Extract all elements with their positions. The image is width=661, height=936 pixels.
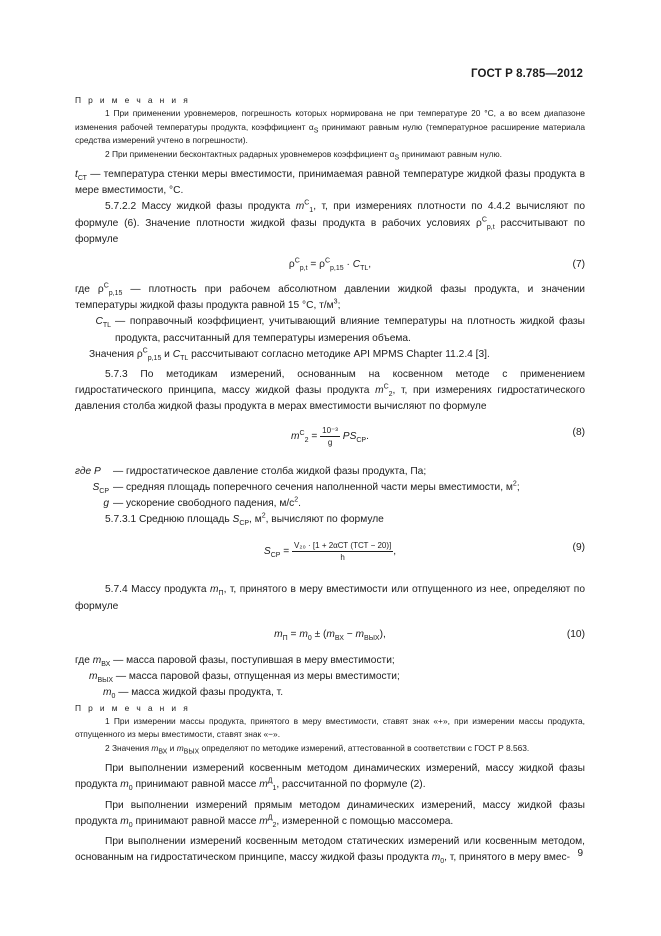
- standard-header: ГОСТ Р 8.785—2012: [471, 68, 583, 80]
- formula-10: $m_П = m_0 \pm (m_{ВХ} - m_{ВЫХ})$, (10): [274, 628, 585, 642]
- formula-8: $m^С_2$ = $\frac{\text{10⁻³}}{g}$ $PS_{СР}$. (8): [291, 425, 585, 447]
- page-number: 9: [577, 848, 583, 859]
- def-rho-15: где $\rho^С_{p,15}$ — плотность при рабочем абсолютном давлении жидкой фазы продукта, и значении температуры жидкой фазы продукта равной 15 °С, $т/м^3$;: [75, 282, 585, 312]
- def-g: g — ускорение свободного падения, $м/с^2$.: [103, 496, 301, 510]
- formula-number: (7): [572, 259, 585, 271]
- def-m0: $m_0$ — масса жидкой фазы продукта, т.: [103, 687, 284, 701]
- def-scp: $S_{СР}$ — средняя площадь поперечного сечения наполненной части меры вместимости, $м^2$;: [92, 480, 520, 495]
- para-5-7-2-2: 5.7.2.2 Массу жидкой фазы продукта $m^С_1$, т, при измерениях плотности по 4.4.2 вычисляют по формуле (6). Значение плотности жидкой фазы продукта в рабочих условиях $\rho^С_{p,t}$ рассчитывают по формуле: [75, 200, 585, 245]
- para-5-7-4: 5.7.4 Массу продукта $m_П$, т, принятого в меру вместимости или отпущенного из нее, определяют по формуле: [75, 584, 585, 612]
- def-mvyx: $m_{ВЫХ}$ — масса паровой фазы, отпущенная из меры вместимости;: [89, 671, 400, 685]
- fraction: $\frac{\text{10⁻³}}{g}$: [322, 425, 338, 447]
- note-2: 2 При применении бесконтактных радарных уровнемеров коэффициент $\alpha_S$ принимают равным нулю.: [105, 148, 502, 162]
- note-2: 2 Значения $m_{ВХ}$ и $m_{ВЫХ}$ определяют по методике измерений, аттестованной в соответствии с ГОСТ Р 8.563.: [105, 742, 530, 756]
- notes-block-2: [75, 702, 585, 756]
- final-para-3: При выполнении измерений косвенным методом статических измерений или косвенным методом, основанным на гидростатическом принципе, массу жидкой фазы продукта $m_0$, т, принятого в меру вмес-: [75, 835, 585, 866]
- formula-number: (10): [566, 628, 585, 640]
- formula-number: (9): [572, 542, 585, 554]
- notes-title: П р и м е ч а н и я: [75, 95, 191, 105]
- para-5-7-3: 5.7.3 По методикам измерений, основанным на косвенном методе с применением гидростатического принципа, массу жидкой фазы продукта $m^С_2$, т, при измерениях гидростатического давления столба жидкой фазы продукта в мерах вместимости вычисляют по формуле: [75, 369, 585, 413]
- notes-title: П р и м е ч а н и я: [75, 702, 191, 713]
- def-ctl: $C_{TL}$ — поправочный коэффициент, учитывающий влияние температуры на плотность жидкой фазы продукта, рассчитанный для температуры измерения объема.: [95, 316, 585, 344]
- def-mvx: где $m_{ВХ}$ — масса паровой фазы, поступившая в меру вместимости;: [75, 654, 395, 668]
- note-1: 1 При применении уровнемеров, погрешность которых нормирована не при температуре 20 °С, а во всем диапазоне изменения рабочей температуры продукта, коэффициент $\alpha_S$ принимают равным нулю (температурное расширение материала средства измерений учтено в погрешности).: [75, 108, 586, 146]
- page-content: [75, 94, 585, 866]
- para-5-7-3-1: 5.7.3.1 Среднюю площадь $S_{СР}$, $м^2$, вычисляют по формуле: [105, 512, 384, 528]
- formula-9: $S_{СР}$ = $\frac{\text{V₂₀ · [1 + 2αСТ (TСТ − 20)]}}{h}$ , (9): [263, 541, 585, 563]
- values-sentence: Значения $\rho^С_{p,15}$ и $C_{TL}$ рассчитывают согласно методике API MPMS Chapter 11.2.4 [3].: [89, 347, 490, 362]
- formula-7: $\rho^С_{p,t} = \rho^С_{p,15} \cdot C_{TL}$, (7): [288, 257, 585, 273]
- final-para-2: При выполнении измерений прямым методом динамических измерений, массу жидкой фазы продукта $m_0$ принимают равной массе $m^Д_2$, измеренной с помощью массомера.: [75, 799, 585, 829]
- final-para-1: При выполнении измерений косвенным методом динамических измерений, массу жидкой фазы продукта $m_0$ принимают равной массе $m^Д_1$, рассчитанной по формуле (2).: [75, 763, 585, 793]
- def-p: где P — гидростатическое давление столба жидкой фазы продукта, Па;: [75, 465, 427, 477]
- note-1: 1 При измерении массы продукта, принятого в меру вместимости, ставят знак «+», при измерении массы продукта, отпущенного из меры вместимости, ставят знак «−».: [75, 715, 585, 740]
- notes-block-1: [75, 94, 585, 161]
- fraction: $\frac{\text{V₂₀ · [1 + 2αСТ (TСТ − 20)]}}{h}$: [294, 541, 392, 563]
- def-tct: $t_{СТ}$ — температура стенки меры вместимости, принимаемая равной температуре жидкой фазы продукта в мере вместимости, °С.: [75, 169, 585, 197]
- formula-number: (8): [572, 426, 585, 438]
